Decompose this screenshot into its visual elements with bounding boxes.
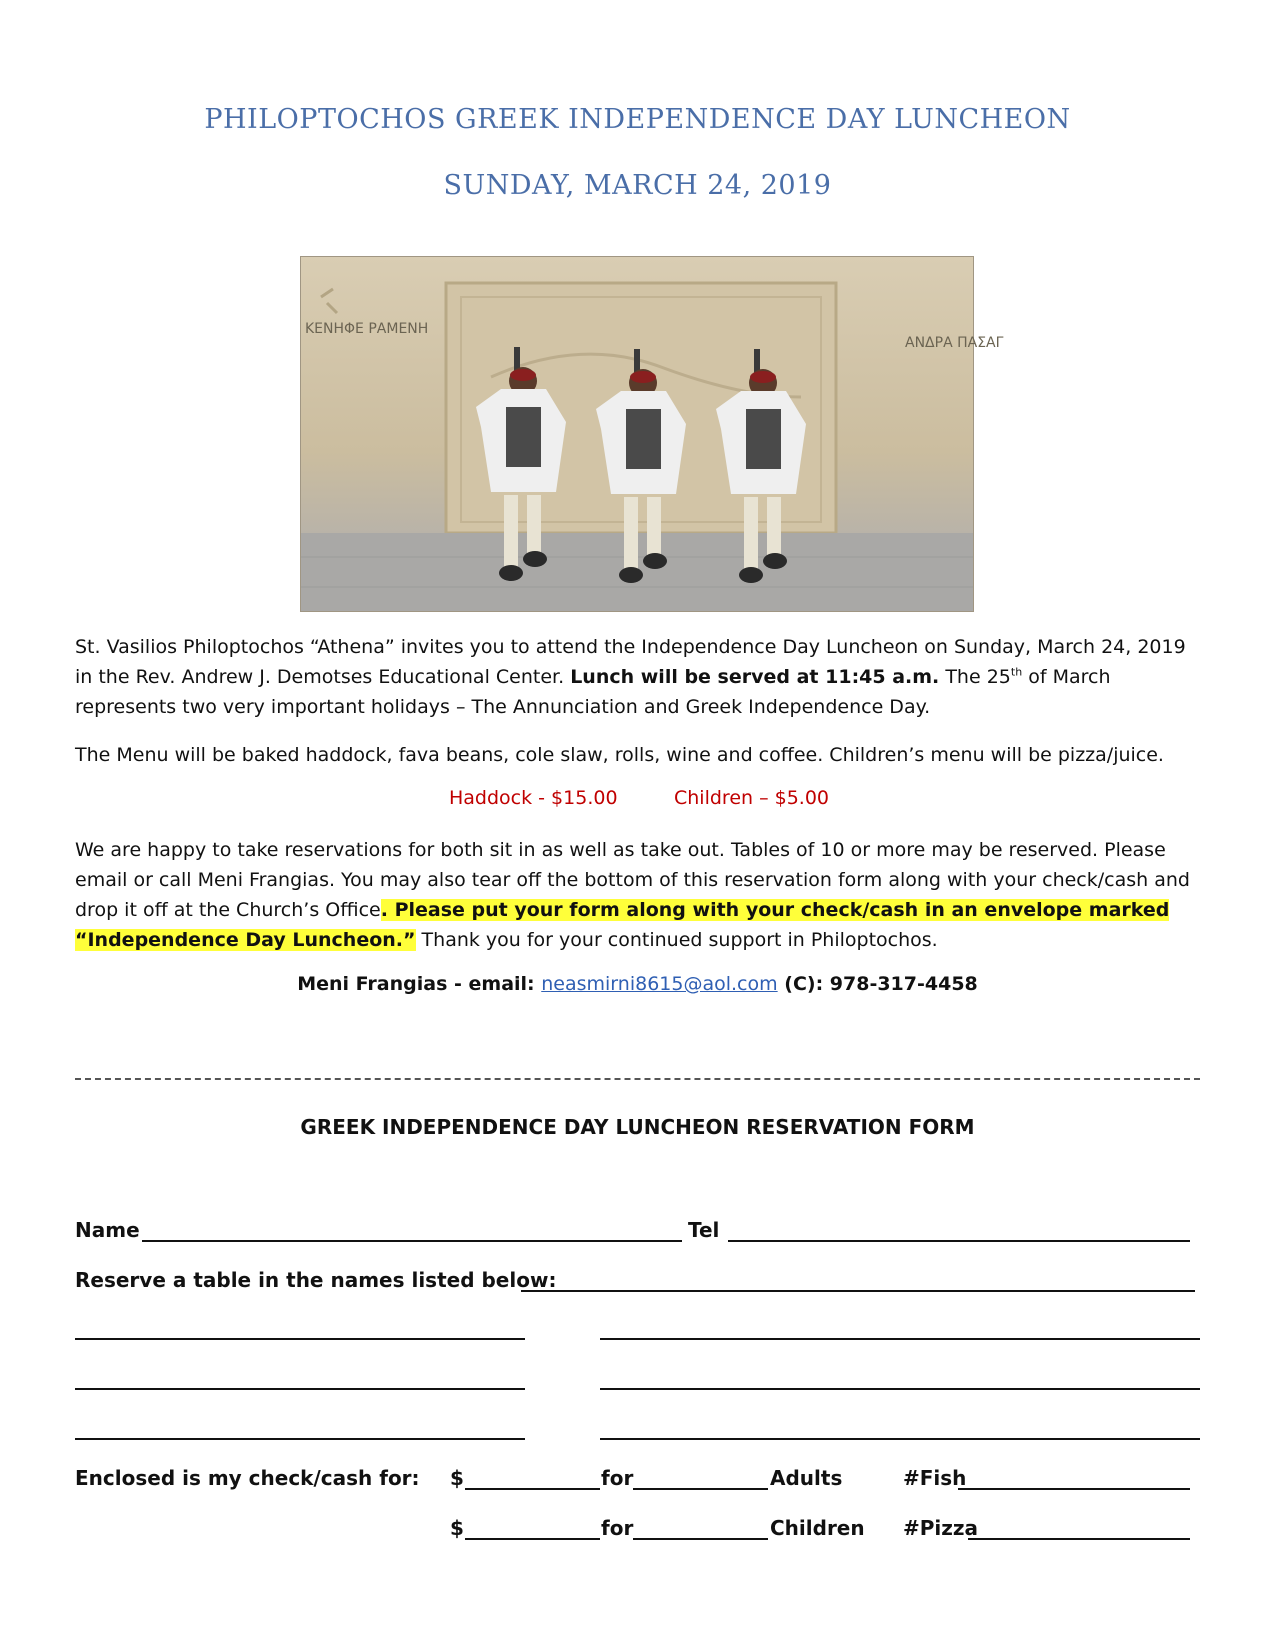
inscription-right: ΑΝΔΡΑ ΠΑΣΑΓ — [905, 335, 1004, 351]
inscription-left: ΚΕΝΗΦΕ ΡΑΜΕΝΗ — [305, 321, 429, 337]
pizza-count-field[interactable] — [968, 1538, 1190, 1540]
intro-paragraph — [75, 632, 1205, 722]
name-field[interactable] — [142, 1240, 682, 1242]
price-haddock: Haddock - $15.00 — [449, 787, 618, 809]
reserve-field[interactable] — [521, 1290, 1195, 1292]
page-title: PHILOPTOCHOS GREEK INDEPENDENCE DAY LUNCHEON — [204, 104, 1071, 135]
dollar-sign: $ — [450, 1516, 464, 1540]
contact-line — [0, 973, 1275, 995]
fish-count-field[interactable] — [958, 1488, 1190, 1490]
guest-name-field[interactable] — [75, 1438, 525, 1440]
adult-count-field[interactable] — [633, 1488, 768, 1490]
intro-text: St. Vasilios Philoptochos “Athena” invites you to attend the Independence Day Luncheon on Sunday, March 24, 2019 in the Rev. Andrew J. Demotses Educational Center. — [75, 636, 1186, 688]
for-label: for — [601, 1516, 634, 1540]
guest-name-field[interactable] — [75, 1338, 525, 1340]
reservations-paragraph — [75, 835, 1205, 955]
contact-phone: (C): 978-317-4458 — [777, 973, 978, 995]
adult-amount-field[interactable] — [465, 1488, 600, 1490]
event-date: SUNDAY, MARCH 24, 2019 — [443, 170, 832, 201]
pizza-label: #Pizza — [903, 1516, 979, 1540]
name-label: Name — [75, 1218, 140, 1242]
superscript-th: th — [1010, 665, 1023, 679]
intro-text-2: The 25 — [939, 666, 1011, 688]
guest-name-field[interactable] — [600, 1338, 1200, 1340]
tel-label: Tel — [688, 1218, 720, 1242]
reserve-label: Reserve a table in the names listed below: — [75, 1268, 557, 1292]
menu-paragraph: The Menu will be baked haddock, fava beans, cole slaw, rolls, wine and coffee. Children’s menu will be pizza/juice. — [75, 744, 1164, 766]
fish-label: #Fish — [903, 1466, 967, 1490]
lunch-time: Lunch will be served at 11:45 a.m. — [570, 666, 940, 688]
guest-name-field[interactable] — [75, 1388, 525, 1390]
intro-text-3: of March represents two very important holidays – The Annunciation and Greek Independence Day. — [75, 666, 1111, 718]
adults-label: Adults — [770, 1466, 843, 1490]
thank-you-text: Thank you for your continued support in Philoptochos. — [415, 929, 938, 951]
tear-off-line — [75, 1078, 1200, 1080]
enclosed-label: Enclosed is my check/cash for: — [75, 1466, 420, 1490]
guest-name-field[interactable] — [600, 1438, 1200, 1440]
child-count-field[interactable] — [633, 1538, 768, 1540]
dollar-sign: $ — [450, 1466, 464, 1490]
contact-label: Meni Frangias - email: — [297, 973, 542, 995]
highlighted-instruction: . Please put your form along with your check/cash in an envelope marked “Independence Day Luncheon.” — [75, 899, 1170, 951]
evzones-photo — [300, 256, 1004, 612]
form-title: GREEK INDEPENDENCE DAY LUNCHEON RESERVATION FORM — [300, 1115, 975, 1139]
reservations-text: We are happy to take reservations for both sit in as well as take out. Tables of 10 or more may be reserved. Please email or call Meni Frangias. You may also tear off the bottom of this reservation form along with your check/cash and drop it off at the Church’s Office — [75, 839, 1190, 921]
children-label: Children — [770, 1516, 865, 1540]
for-label: for — [601, 1466, 634, 1490]
email-link[interactable]: neasmirni8615@aol.com — [541, 973, 778, 995]
tel-field[interactable] — [728, 1240, 1190, 1242]
guest-name-field[interactable] — [600, 1388, 1200, 1390]
child-amount-field[interactable] — [465, 1538, 600, 1540]
price-children: Children – $5.00 — [674, 787, 830, 809]
